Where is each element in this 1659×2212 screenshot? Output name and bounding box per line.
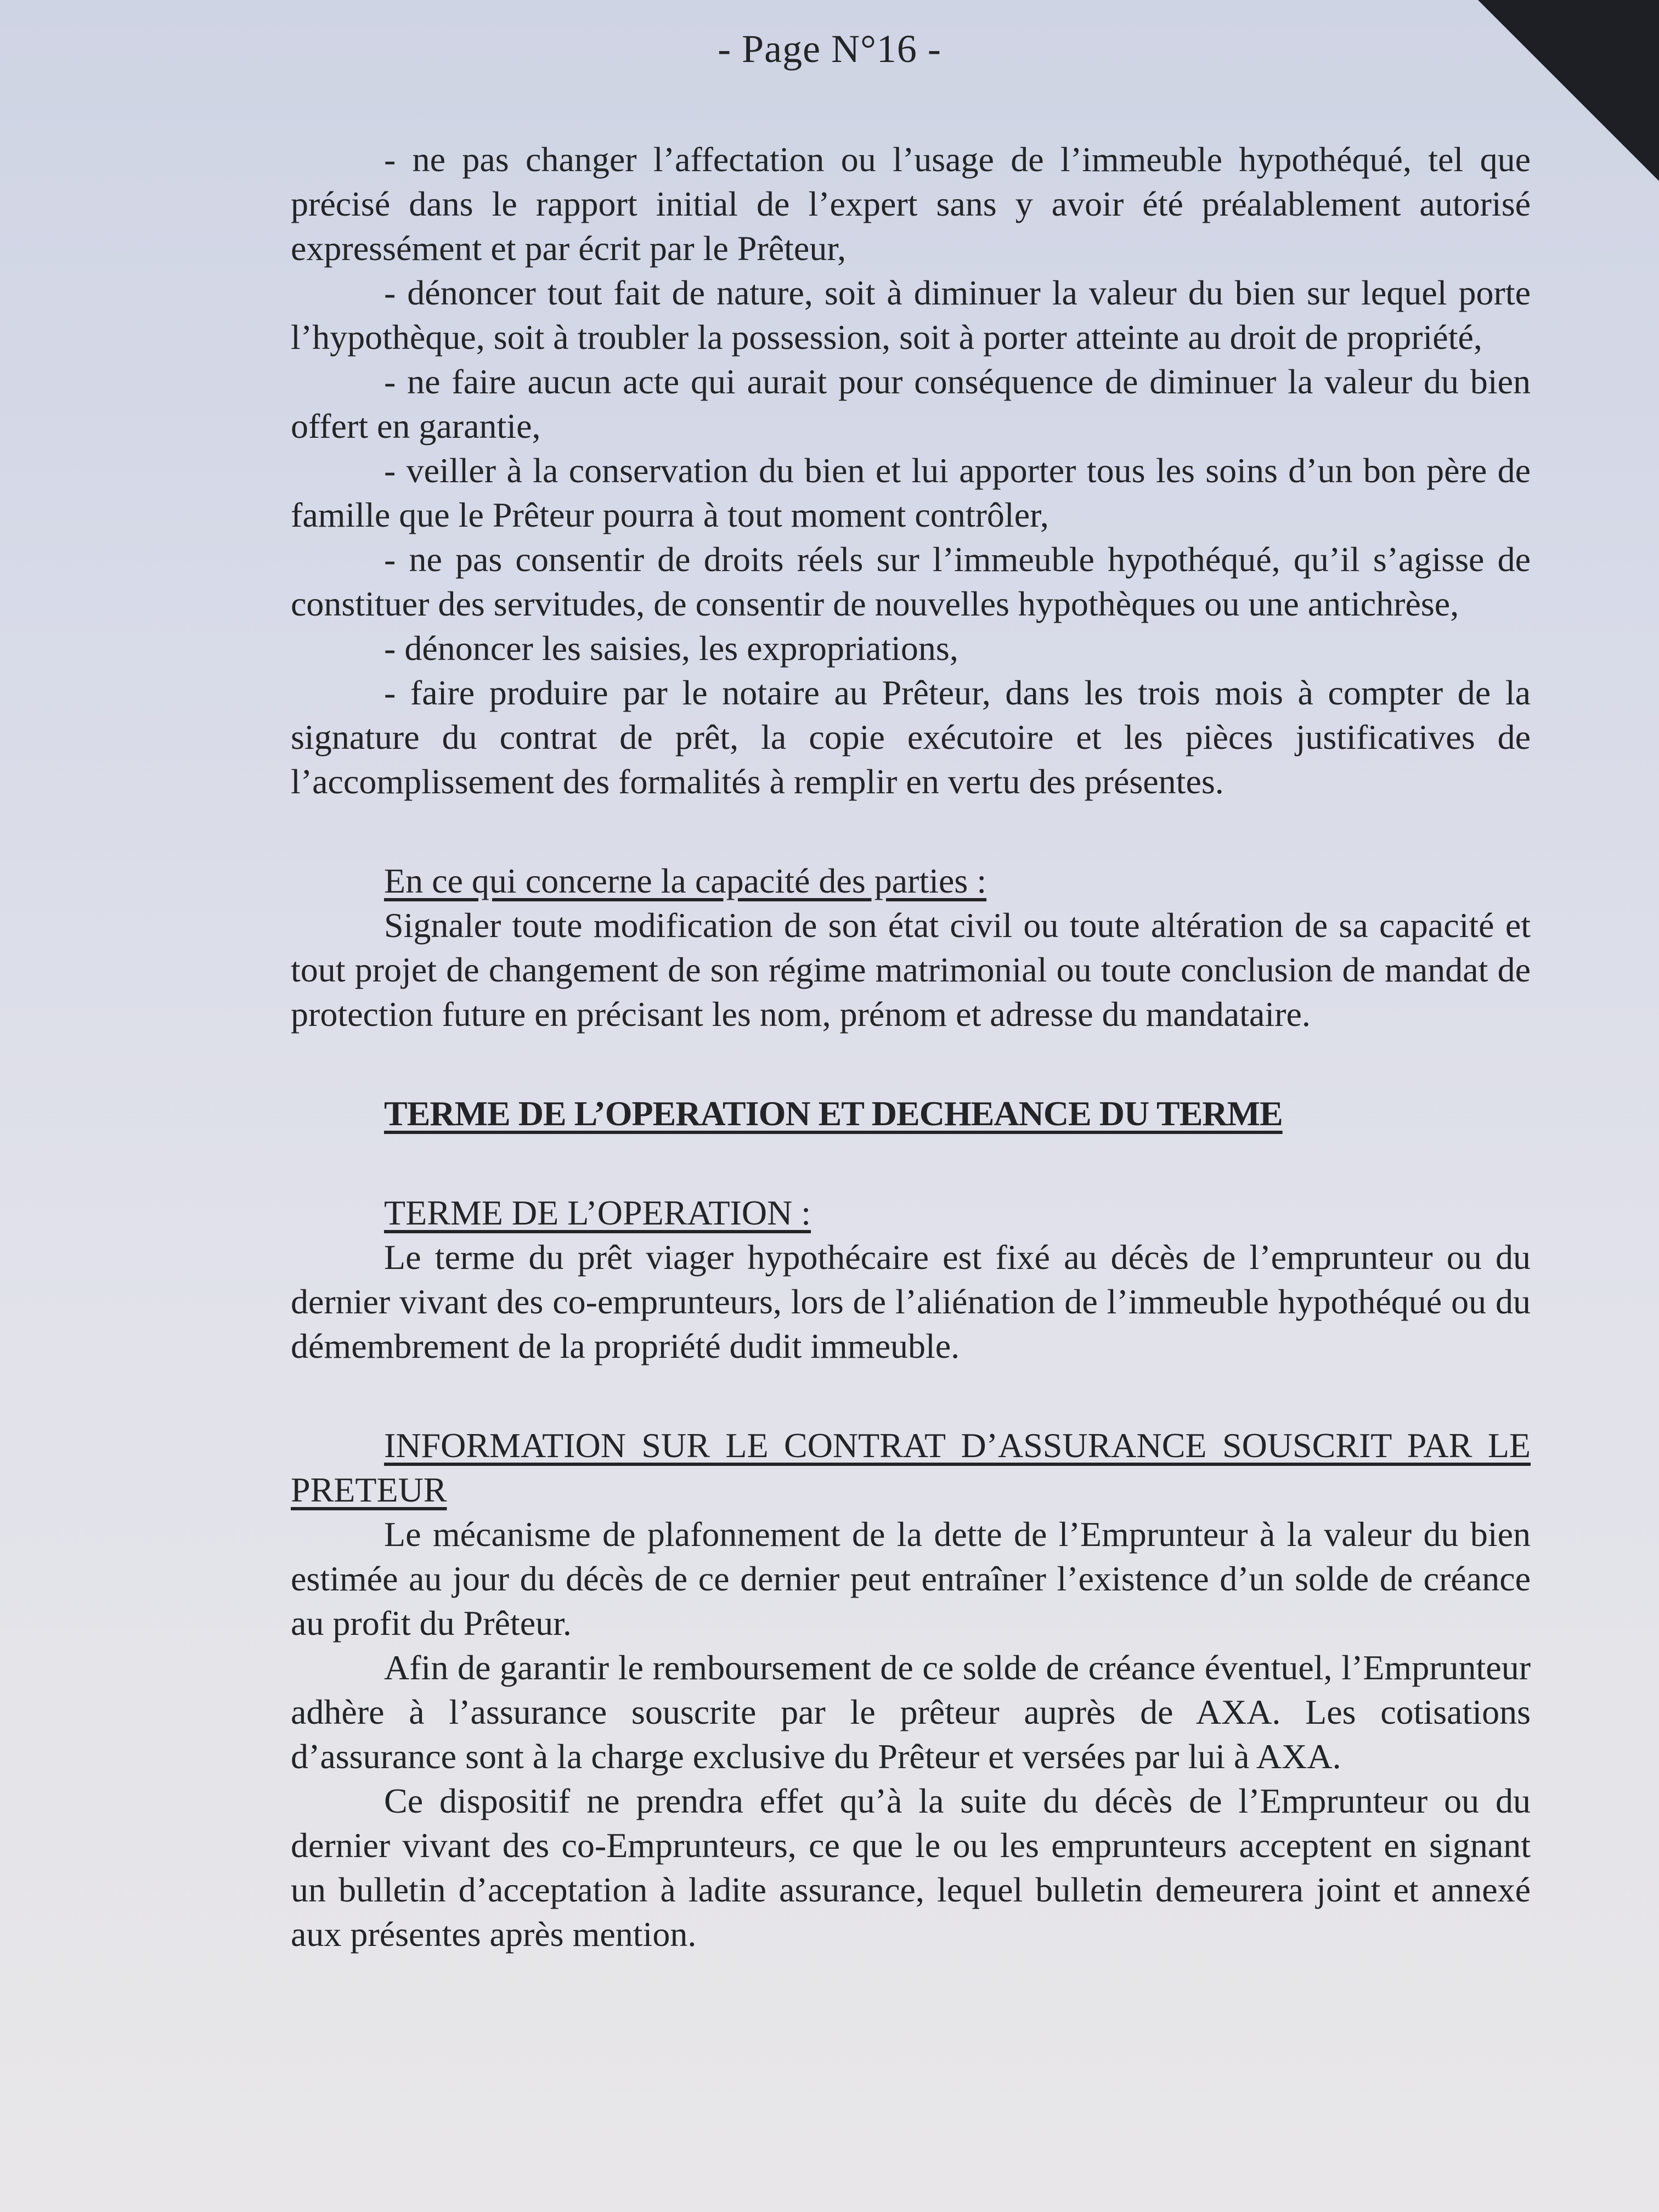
document-body [291,137,1531,1956]
obligation-item: - dénoncer les saisies, les expropriations, [384,629,958,668]
section-title: TERME DE L’OPERATION ET DECHEANCE DU TERME [384,1094,1283,1133]
spacer [291,804,1531,859]
page-number-header: - Page N°16 - [718,27,941,71]
insurance-paragraph: Le mécanisme de plafonnement de la dette de l’Emprunteur à la valeur du bien estimée au jour du décès de ce dernier peut entraîner l’existence d’un solde de créance au profit du Prêteur. [291,1515,1531,1643]
spacer [291,1136,1531,1190]
obligation-item: - ne pas consentir de droits réels sur l’immeuble hypothéqué, qu’il s’agisse de constituer des servitudes, de consentir de nouvelles hypothèques ou une antichrèse, [291,540,1531,623]
capacity-heading: En ce qui concerne la capacité des parties : [384,861,987,900]
spacer [291,1036,1531,1091]
insurance-heading: INFORMATION SUR LE CONTRAT D’ASSURANCE SOUSCRIT PAR LE PRETEUR [291,1426,1531,1509]
obligation-item: - faire produire par le notaire au Prêteur, dans les trois mois à compter de la signature du contrat de prêt, la copie exécutoire et les pièces justificatives de l’accomplissement des formalités à remplir en vertu des présentes. [291,673,1531,801]
obligation-item: - ne faire aucun acte qui aurait pour conséquence de diminuer la valeur du bien offert en garantie, [291,362,1531,445]
term-heading: TERME DE L’OPERATION : [384,1193,811,1232]
capacity-text: Signaler toute modification de son état civil ou toute altération de sa capacité et tout projet de changement de son régime matrimonial ou toute conclusion de mandat de protection future en précisant les nom, prénom et adresse du mandataire. [291,906,1531,1034]
insurance-paragraph: Afin de garantir le remboursement de ce solde de créance éventuel, l’Emprunteur adhère à l’assurance souscrite par le prêteur auprès de AXA. Les cotisations d’assurance sont à la charge exclusive du Prêteur et versées par lui à AXA. [291,1648,1531,1776]
term-text: Le terme du prêt viager hypothécaire est fixé au décès de l’emprunteur ou du dernier vivant des co-emprunteurs, lors de l’aliénation de l’immeuble hypothéqué ou du démembrement de la propriété dudit immeuble. [291,1238,1531,1365]
obligation-item: - dénoncer tout fait de nature, soit à diminuer la valeur du bien sur lequel porte l’hypothèque, soit à troubler la possession, soit à porter atteinte au droit de propriété, [291,273,1531,357]
spacer [291,1368,1531,1423]
obligation-item: - veiller à la conservation du bien et lui apporter tous les soins d’un bon père de famille que le Prêteur pourra à tout moment contrôler, [291,451,1531,534]
insurance-paragraph: Ce dispositif ne prendra effet qu’à la suite du décès de l’Emprunteur ou du dernier vivant des co-Emprunteurs, ce que le ou les emprunteurs acceptent en signant un bulletin d’acceptation à ladite assurance, lequel bulletin demeurera joint et annexé aux présentes après mention. [291,1781,1531,1954]
obligation-item: - ne pas changer l’affectation ou l’usage de l’immeuble hypothéqué, tel que précisé dans le rapport initial de l’expert sans y avoir été préalablement autorisé expressément et par écrit par le Prêteur, [291,140,1531,268]
